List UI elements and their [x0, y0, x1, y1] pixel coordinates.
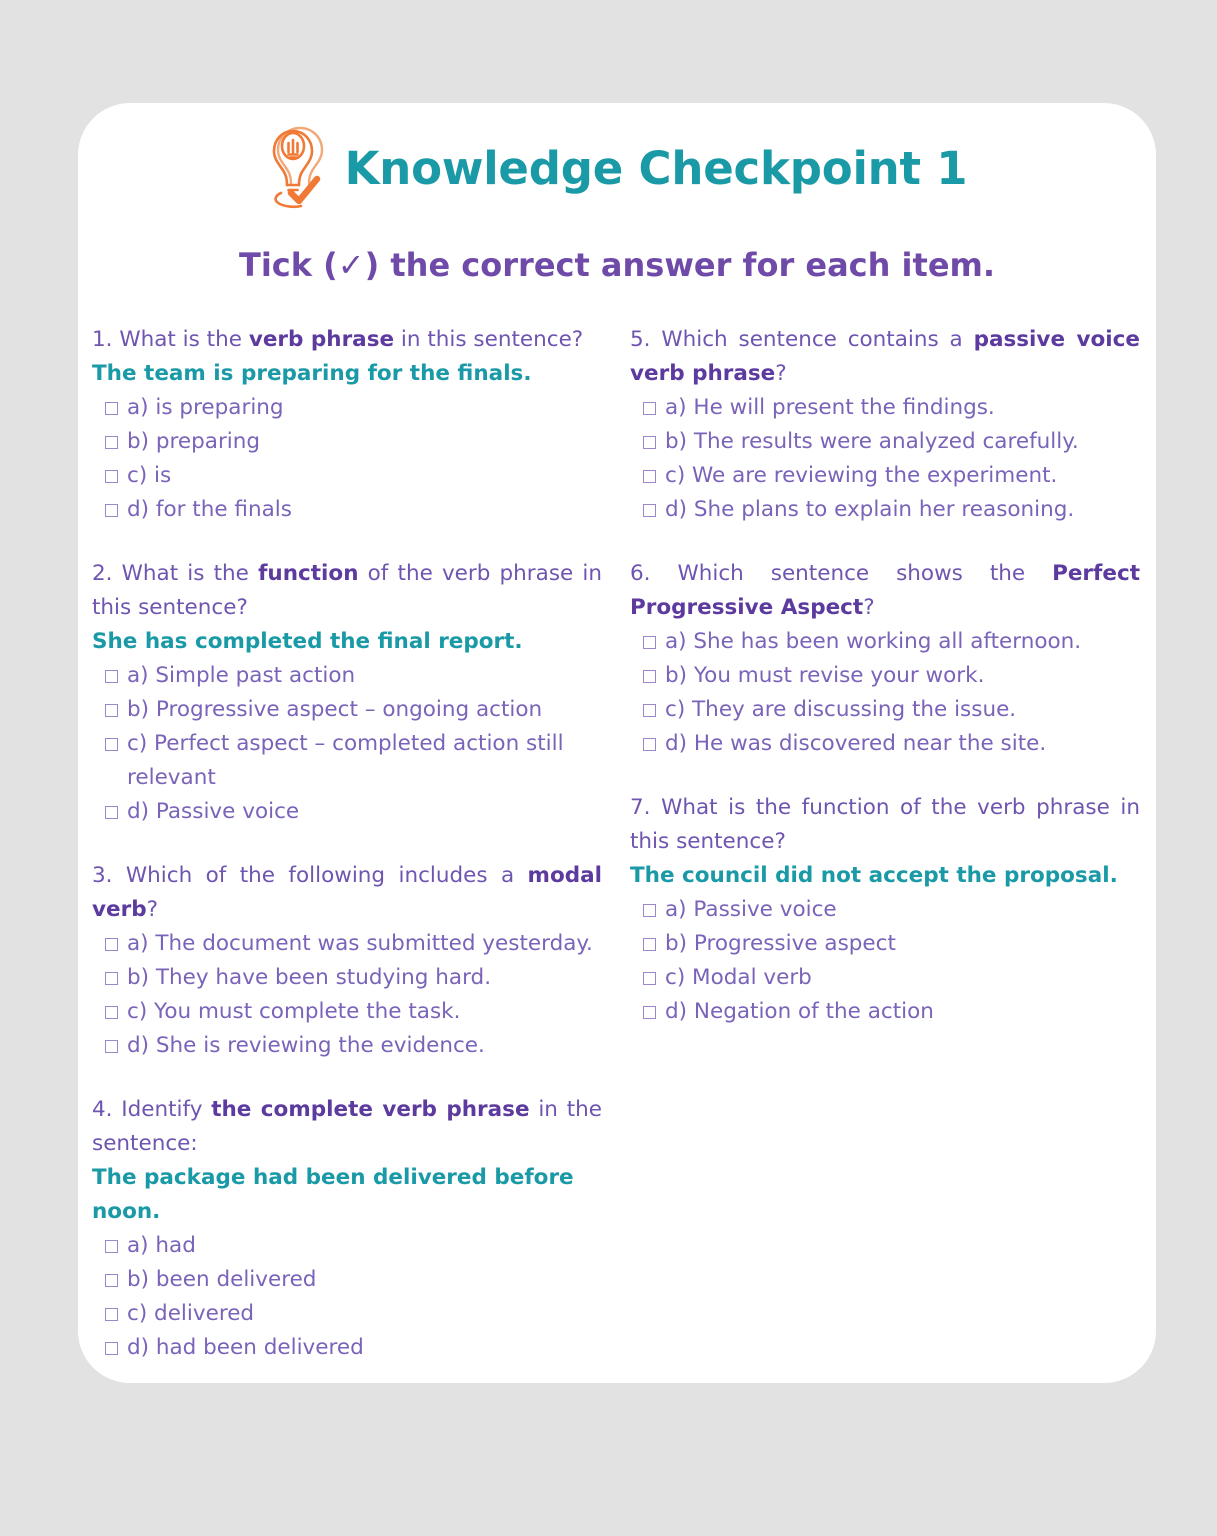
- option-letter: b): [665, 931, 688, 956]
- option-label: [665, 625, 1140, 659]
- checkbox-icon[interactable]: [643, 704, 656, 717]
- option-item[interactable]: [630, 927, 1140, 961]
- option-item[interactable]: [92, 1297, 602, 1331]
- question-keyword: passive voice verb phrase: [630, 327, 1140, 386]
- option-item[interactable]: [630, 727, 1140, 761]
- option-item[interactable]: [630, 659, 1140, 693]
- checkbox-icon[interactable]: [105, 972, 118, 985]
- option-list: [630, 391, 1140, 527]
- instruction-text: Tick (✓) the correct answer for each item.: [238, 246, 996, 284]
- option-item[interactable]: [92, 1029, 602, 1063]
- option-body: She is reviewing the evidence.: [149, 1033, 485, 1058]
- option-item[interactable]: [630, 625, 1140, 659]
- option-body: Perfect aspect – completed action still relevant: [127, 731, 564, 790]
- option-letter: a): [127, 395, 149, 420]
- checkbox-icon[interactable]: [643, 972, 656, 985]
- question-text-segment: 6. Which sentence shows the: [630, 561, 1053, 586]
- example-sentence: The council did not accept the proposal.: [630, 863, 1118, 888]
- lightbulb-check-icon: [267, 121, 329, 211]
- checkbox-icon[interactable]: [105, 670, 118, 683]
- question-block: [630, 791, 1140, 1029]
- question-text: [92, 1093, 602, 1161]
- option-item[interactable]: [630, 961, 1140, 995]
- option-letter: d): [665, 731, 688, 756]
- question-text-segment: 2. What is the: [92, 561, 259, 586]
- option-label: [665, 391, 1140, 425]
- option-item[interactable]: [92, 1331, 602, 1365]
- option-list: [92, 927, 602, 1063]
- option-body: preparing: [149, 429, 261, 454]
- question-text-segment: ?: [863, 595, 875, 620]
- question-text: [630, 557, 1140, 625]
- option-body: Progressive aspect – ongoing action: [149, 697, 543, 722]
- option-letter: d): [127, 1335, 150, 1360]
- option-body: had: [148, 1233, 196, 1258]
- option-label: [127, 425, 602, 459]
- option-body: is preparing: [148, 395, 284, 420]
- page-title: Knowledge Checkpoint 1: [344, 141, 968, 195]
- checkbox-icon[interactable]: [105, 938, 118, 951]
- question-text-segment: 5. Which sentence contains a: [630, 327, 974, 352]
- option-body: delivered: [147, 1301, 255, 1326]
- option-label: [127, 727, 602, 795]
- checkbox-icon[interactable]: [643, 1006, 656, 1019]
- question-block: [630, 557, 1140, 761]
- option-item[interactable]: [92, 727, 602, 795]
- option-label: [127, 1331, 602, 1365]
- question-text-segment: in this sentence?: [394, 327, 584, 352]
- checkbox-icon[interactable]: [105, 436, 118, 449]
- option-list: [630, 893, 1140, 1029]
- checkbox-icon[interactable]: [643, 470, 656, 483]
- question-keyword: Perfect Progressive Aspect: [630, 561, 1140, 620]
- option-body: is: [147, 463, 172, 488]
- option-list: [92, 659, 602, 829]
- option-letter: a): [665, 897, 687, 922]
- option-item[interactable]: [630, 459, 1140, 493]
- question-block: [92, 1093, 602, 1365]
- checkbox-icon[interactable]: [105, 1240, 118, 1253]
- right-column: [630, 323, 1140, 1365]
- option-item[interactable]: [630, 493, 1140, 527]
- option-item[interactable]: [92, 693, 602, 727]
- option-item[interactable]: [92, 391, 602, 425]
- option-item[interactable]: [630, 391, 1140, 425]
- option-letter: c): [665, 697, 686, 722]
- option-body: Modal verb: [685, 965, 812, 990]
- left-column: [92, 323, 602, 1365]
- option-item[interactable]: [92, 1229, 602, 1263]
- option-body: You must revise your work.: [687, 663, 985, 688]
- checkbox-icon[interactable]: [643, 504, 656, 517]
- option-letter: b): [665, 429, 688, 454]
- worksheet-card: [78, 103, 1156, 1383]
- option-item[interactable]: [92, 927, 602, 961]
- option-label: [665, 659, 1140, 693]
- option-label: [127, 459, 602, 493]
- option-label: [127, 693, 602, 727]
- option-letter: b): [127, 697, 150, 722]
- option-label: [127, 1263, 602, 1297]
- checkbox-icon[interactable]: [105, 1274, 118, 1287]
- option-body: He was discovered near the site.: [687, 731, 1047, 756]
- option-body: The results were analyzed carefully.: [687, 429, 1079, 454]
- option-label: [127, 995, 602, 1029]
- question-text: [92, 557, 602, 625]
- option-item[interactable]: [630, 995, 1140, 1029]
- option-label: [665, 927, 1140, 961]
- checkbox-icon[interactable]: [643, 738, 656, 751]
- question-text: [92, 859, 602, 927]
- checkbox-icon[interactable]: [105, 504, 118, 517]
- option-item[interactable]: [92, 459, 602, 493]
- option-letter: c): [127, 1301, 148, 1326]
- option-label: [665, 459, 1140, 493]
- option-body: They have been studying hard.: [149, 965, 492, 990]
- option-letter: a): [665, 395, 687, 420]
- option-label: [665, 961, 1140, 995]
- option-body: She plans to explain her reasoning.: [687, 497, 1075, 522]
- option-body: Negation of the action: [687, 999, 934, 1024]
- option-label: [127, 795, 602, 829]
- option-letter: b): [665, 663, 688, 688]
- option-letter: d): [127, 497, 150, 522]
- checkbox-icon[interactable]: [643, 670, 656, 683]
- option-letter: c): [127, 463, 148, 488]
- question-text-segment: 3. Which of the following includes a: [92, 863, 528, 888]
- option-list: [92, 391, 602, 527]
- question-text-segment: ?: [146, 897, 159, 922]
- question-text: [630, 791, 1140, 859]
- checkbox-icon[interactable]: [105, 1342, 118, 1355]
- option-body: The document was submitted yesterday.: [148, 931, 593, 956]
- option-label: [665, 693, 1140, 727]
- question-keyword: verb phrase: [248, 327, 395, 352]
- option-body: Progressive aspect: [687, 931, 896, 956]
- option-letter: c): [127, 731, 148, 756]
- option-body: had been delivered: [149, 1335, 364, 1360]
- question-block: [92, 859, 602, 1063]
- option-label: [127, 1229, 602, 1263]
- checkbox-icon[interactable]: [643, 904, 656, 917]
- option-letter: c): [127, 999, 148, 1024]
- option-label: [665, 425, 1140, 459]
- option-list: [92, 1229, 602, 1365]
- checkbox-icon[interactable]: [105, 806, 118, 819]
- option-label: [127, 659, 602, 693]
- option-item[interactable]: [92, 659, 602, 693]
- option-item[interactable]: [630, 693, 1140, 727]
- option-letter: a): [127, 931, 149, 956]
- example-sentence: The package had been delivered before noon.: [92, 1165, 574, 1224]
- example-sentence: She has completed the final report.: [92, 629, 523, 654]
- question-text: [630, 323, 1140, 391]
- question-keyword: the complete verb phrase: [211, 1097, 530, 1122]
- option-item[interactable]: [92, 961, 602, 995]
- question-keyword: modal verb: [92, 863, 602, 922]
- option-item[interactable]: [92, 1263, 602, 1297]
- option-label: [665, 493, 1140, 527]
- option-body: Passive voice: [149, 799, 300, 824]
- option-body: They are discussing the issue.: [685, 697, 1017, 722]
- checkbox-icon[interactable]: [105, 1040, 118, 1053]
- option-label: [665, 893, 1140, 927]
- option-body: for the finals: [149, 497, 292, 522]
- option-item[interactable]: [92, 995, 602, 1029]
- option-label: [127, 1029, 602, 1063]
- checkbox-icon[interactable]: [643, 636, 656, 649]
- option-body: He will present the findings.: [686, 395, 995, 420]
- checkbox-icon[interactable]: [105, 738, 118, 751]
- option-body: been delivered: [149, 1267, 317, 1292]
- option-letter: d): [665, 497, 688, 522]
- question-text-segment: 1. What is the: [92, 327, 249, 352]
- checkbox-icon[interactable]: [105, 402, 118, 415]
- example-sentence: The team is preparing for the finals.: [92, 361, 532, 386]
- question-block: [630, 323, 1140, 527]
- option-body: Simple past action: [148, 663, 356, 688]
- checkbox-icon[interactable]: [643, 938, 656, 951]
- option-letter: b): [127, 1267, 150, 1292]
- checkbox-icon[interactable]: [643, 436, 656, 449]
- option-body: She has been working all afternoon.: [686, 629, 1082, 654]
- option-list: [630, 625, 1140, 761]
- checkbox-icon[interactable]: [643, 402, 656, 415]
- option-label: [665, 727, 1140, 761]
- option-letter: c): [665, 463, 686, 488]
- option-letter: a): [665, 629, 687, 654]
- checkbox-icon[interactable]: [105, 470, 118, 483]
- option-label: [127, 927, 602, 961]
- question-text-segment: 4. Identify: [92, 1097, 212, 1122]
- option-letter: c): [665, 965, 686, 990]
- question-text-segment: in the sentence:: [92, 1097, 602, 1156]
- option-label: [127, 961, 602, 995]
- option-item[interactable]: [630, 425, 1140, 459]
- option-letter: d): [665, 999, 688, 1024]
- option-letter: b): [127, 965, 150, 990]
- question-text-segment: of the verb phrase in this sentence?: [92, 561, 602, 620]
- question-block: [92, 323, 602, 527]
- option-body: We are reviewing the experiment.: [685, 463, 1058, 488]
- option-letter: a): [127, 1233, 149, 1258]
- checkbox-icon[interactable]: [105, 1006, 118, 1019]
- question-keyword: function: [258, 561, 359, 586]
- checkbox-icon[interactable]: [105, 704, 118, 717]
- question-text-segment: 7. What is the function of the verb phrase in this sentence?: [630, 795, 1140, 854]
- option-item[interactable]: [92, 425, 602, 459]
- question-text: [92, 323, 602, 357]
- option-item[interactable]: [630, 893, 1140, 927]
- option-letter: b): [127, 429, 150, 454]
- checkbox-icon[interactable]: [105, 1308, 118, 1321]
- question-text-segment: ?: [775, 361, 787, 386]
- option-body: Passive voice: [686, 897, 837, 922]
- option-item[interactable]: [92, 795, 602, 829]
- option-label: [127, 1297, 602, 1331]
- question-block: [92, 557, 602, 829]
- option-label: [665, 995, 1140, 1029]
- option-item[interactable]: [92, 493, 602, 527]
- option-letter: a): [127, 663, 149, 688]
- option-letter: d): [127, 1033, 150, 1058]
- questions-grid: [78, 323, 1156, 1365]
- option-letter: d): [127, 799, 150, 824]
- option-body: You must complete the task.: [147, 999, 461, 1024]
- option-label: [127, 493, 602, 527]
- option-label: [127, 391, 602, 425]
- worksheet-header: [78, 103, 1156, 211]
